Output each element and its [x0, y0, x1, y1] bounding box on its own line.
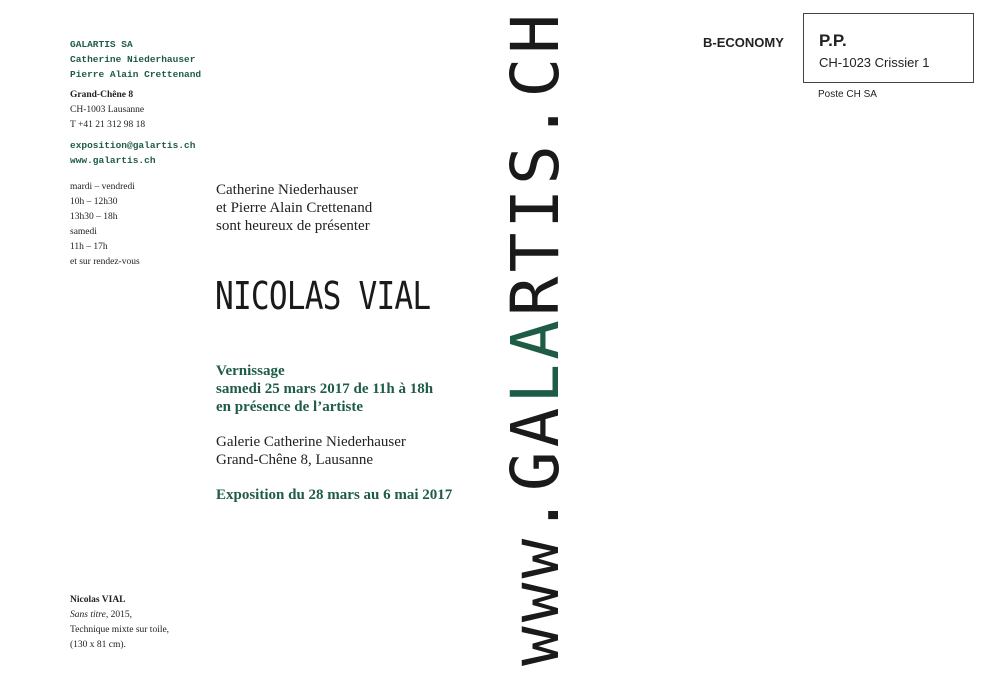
- intro-line: et Pierre Alain Crettenand: [216, 200, 373, 216]
- caption-year: , 2015,: [105, 610, 132, 620]
- gallery-name: GALARTIS SA: [70, 39, 133, 50]
- url-prefix: www.GA: [497, 403, 574, 667]
- hours-line: et sur rendez-vous: [70, 257, 140, 267]
- vernissage-line: Vernissage: [216, 363, 285, 379]
- hours-line: samedi: [70, 227, 97, 237]
- opening-hours: [70, 180, 140, 270]
- vernissage-line: samedi 25 mars 2017 de 11h à 18h: [216, 381, 434, 397]
- pp-place: CH-1023 Crissier 1: [819, 55, 930, 70]
- artwork-caption: [70, 593, 169, 653]
- address-street: Grand-Chêne 8: [70, 90, 134, 100]
- hours-line: 10h – 12h30: [70, 197, 118, 207]
- url-suffix: RTIS.CH: [497, 9, 574, 317]
- hours-line: 13h30 – 18h: [70, 212, 118, 222]
- postage-provider: Poste CH SA: [818, 89, 877, 100]
- exposition-dates: Exposition du 28 mars au 6 mai 2017: [216, 487, 453, 503]
- venue-info: [216, 433, 406, 469]
- intro-text: [216, 181, 372, 235]
- address-phone: T +41 21 312 98 18: [70, 120, 146, 130]
- venue-line: Grand-Chêne 8, Lausanne: [216, 452, 374, 468]
- caption-title-line: [70, 608, 169, 623]
- caption-title: Sans titre: [70, 610, 106, 620]
- caption-technique: Technique mixte sur toile,: [70, 625, 170, 635]
- vernissage-line: en présence de l’artiste: [216, 399, 364, 415]
- b-economy-label: B-ECONOMY: [703, 35, 784, 50]
- gallery-owner-1: Catherine Niederhauser: [70, 54, 196, 65]
- caption-artist: Nicolas VIAL: [70, 595, 126, 605]
- pp-title: P.P.: [819, 31, 847, 50]
- hours-line: 11h – 17h: [70, 242, 108, 252]
- intro-line: sont heureux de présenter: [216, 218, 370, 234]
- gallery-header: [70, 37, 201, 82]
- address-city: CH-1003 Lausanne: [70, 105, 145, 115]
- vertical-website-url: [497, 9, 574, 667]
- gallery-address: [70, 88, 145, 133]
- contact-website[interactable]: www.galartis.ch: [70, 155, 156, 166]
- vernissage-info: [216, 362, 433, 416]
- gallery-contact: [70, 138, 195, 168]
- gallery-owner-2: Pierre Alain Crettenand: [70, 69, 202, 80]
- url-highlight: LA: [497, 316, 574, 404]
- venue-line: Galerie Catherine Niederhauser: [216, 434, 406, 450]
- intro-line: Catherine Niederhauser: [216, 182, 359, 198]
- artist-name-title: NICOLAS VIAL: [215, 274, 431, 318]
- pp-postage-box: [803, 13, 974, 83]
- contact-email[interactable]: exposition@galartis.ch: [70, 140, 196, 151]
- hours-line: mardi – vendredi: [70, 182, 135, 192]
- caption-dimensions: (130 x 81 cm).: [70, 640, 126, 650]
